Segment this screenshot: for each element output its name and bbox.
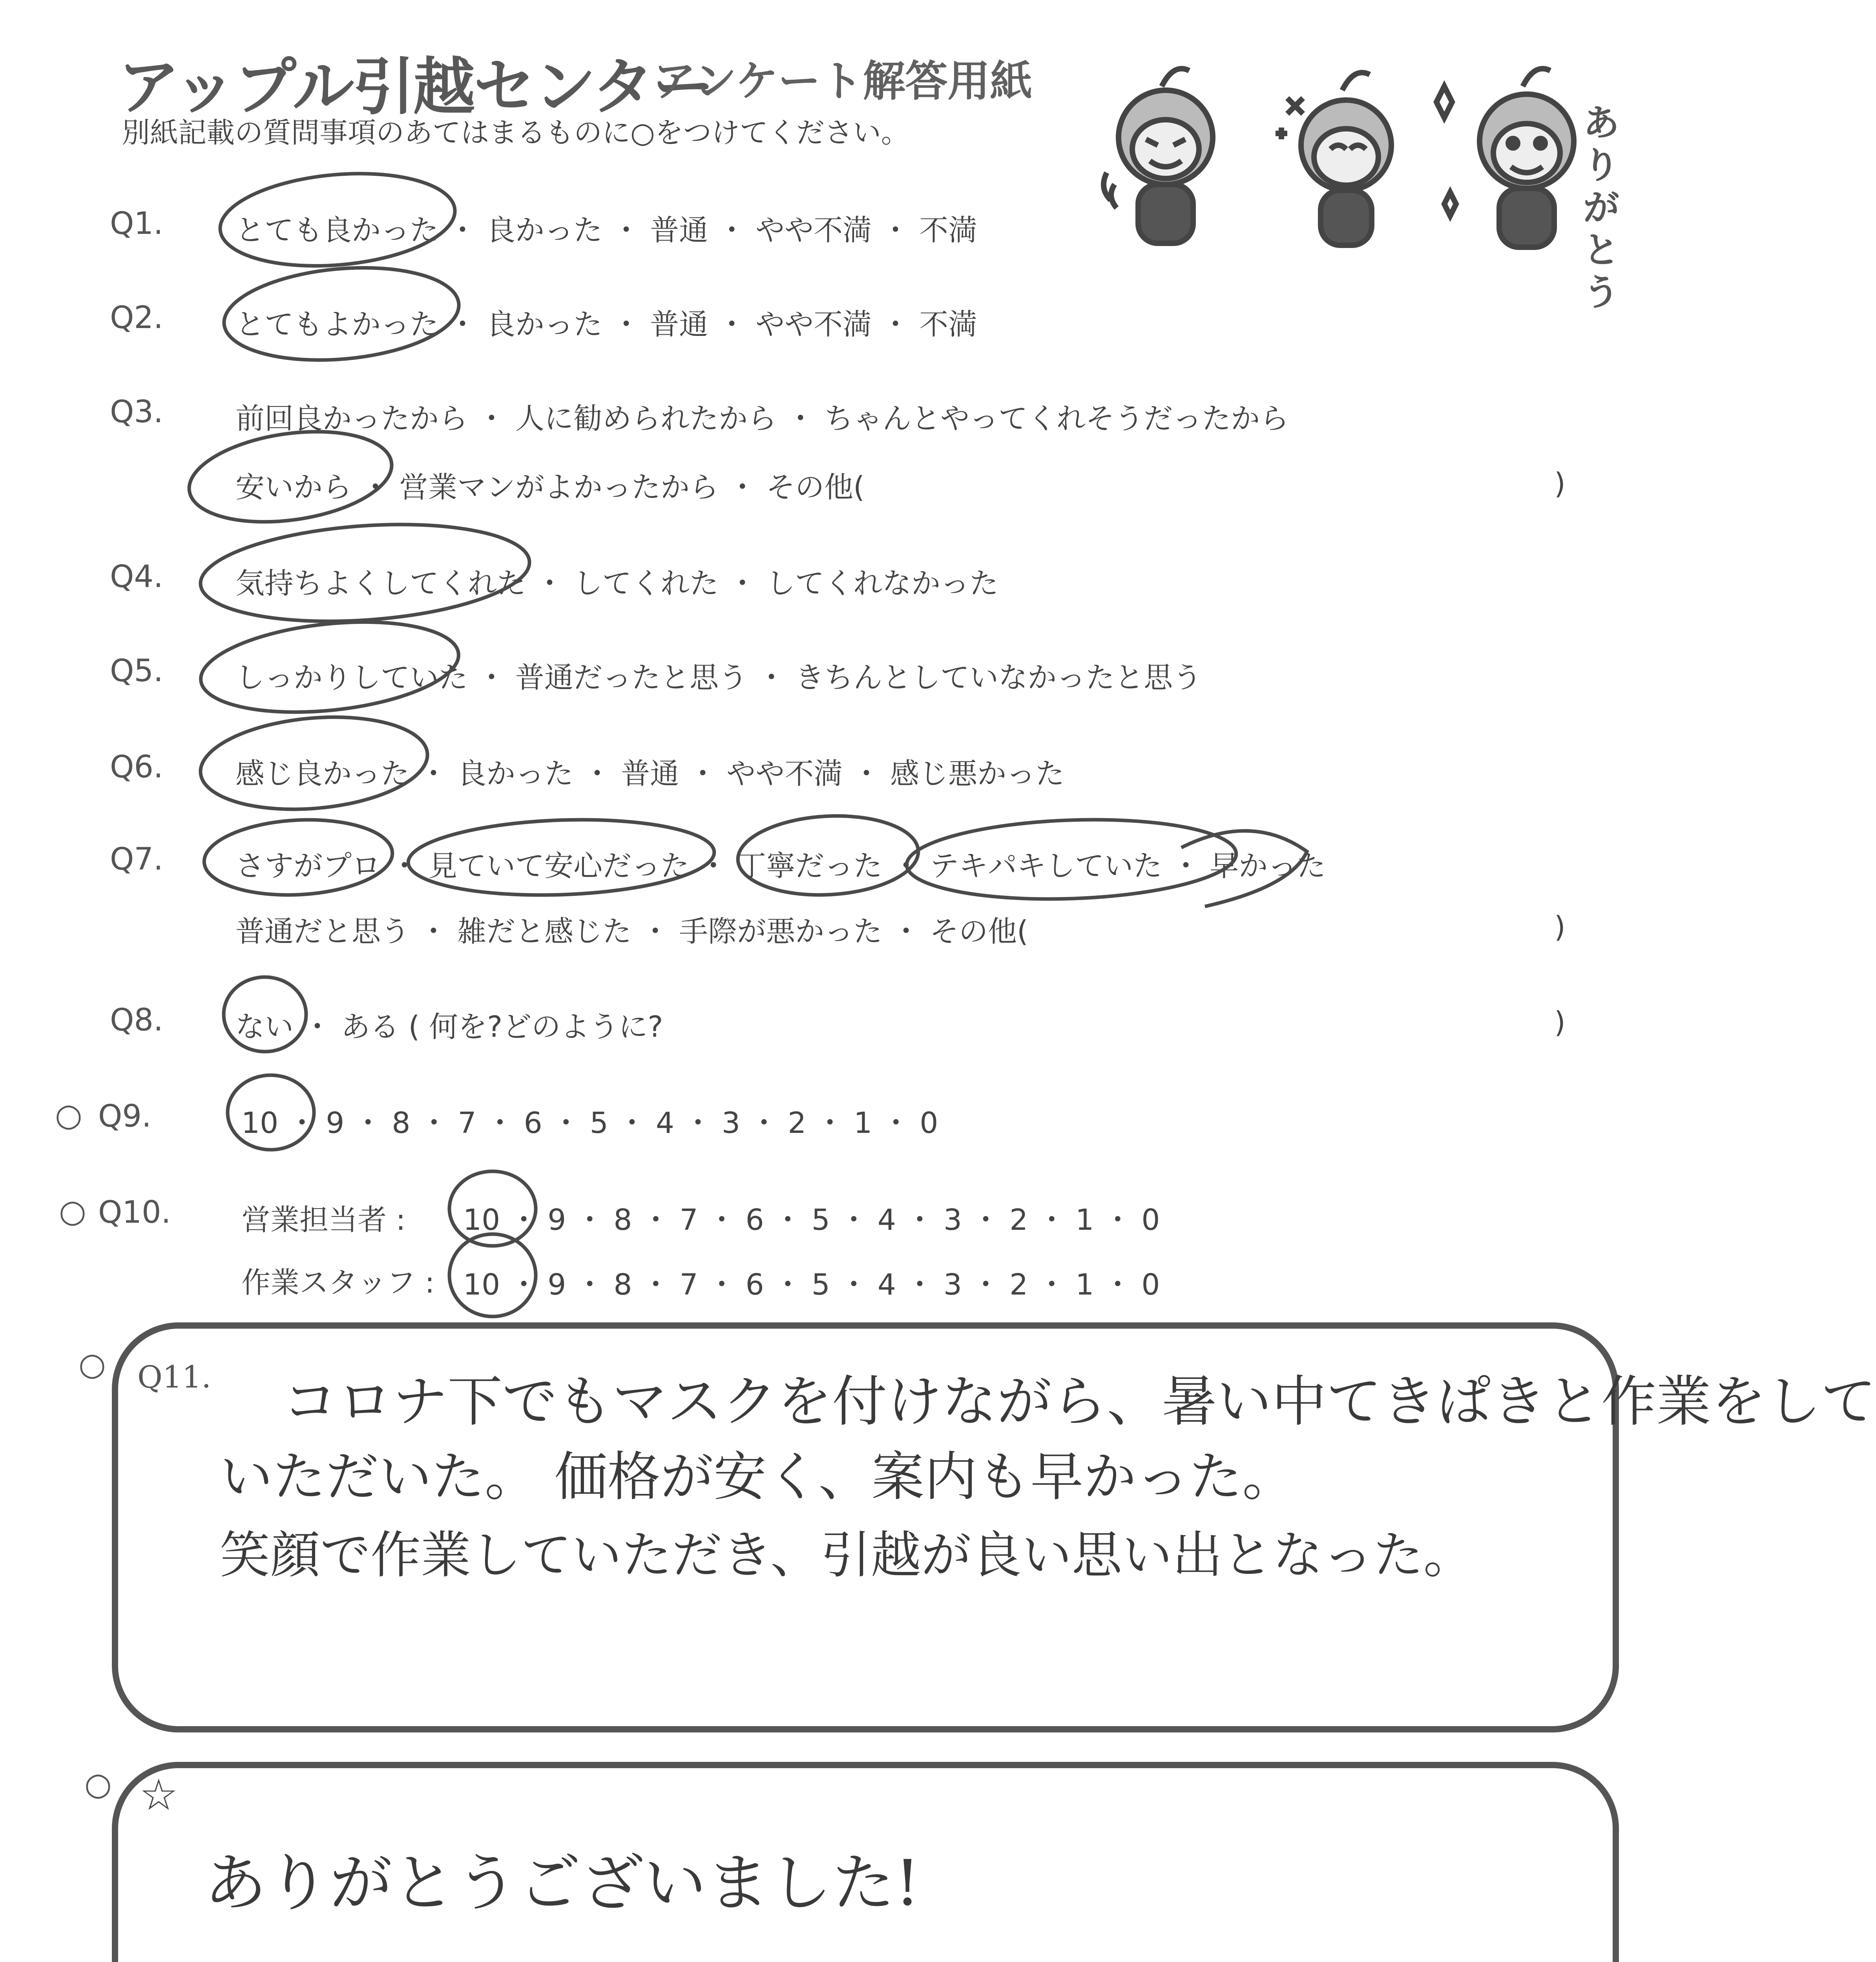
q3-number: Q3.	[110, 394, 163, 430]
q7-options-line1[interactable]: さすがプロ ・ 見ていて安心だった ・ 丁寧だった ・ テキパキしていた ・ 早かった	[235, 849, 1326, 883]
q11-number: Q11.	[137, 1360, 211, 1395]
q9-scale[interactable]: 10 ・ 9 ・ 8 ・ 7 ・ 6 ・ 5 ・ 4 ・ 3 ・ 2 ・ 1 ・ 0	[241, 1106, 938, 1140]
q11-answer-line1: コロナ下でもマスクを付けながら、暑い中てきぱきと作業をして	[283, 1370, 1876, 1434]
q2-options[interactable]: とてもよかった ・ 良かった ・ 普通 ・ やや不満 ・ 不満	[235, 308, 978, 341]
q7-options-line2[interactable]: 普通だと思う ・ 雑だと感じた ・ 手際が悪かった ・ その他(	[235, 915, 1029, 948]
q6-options[interactable]: 感じ良かった ・ 良かった ・ 普通 ・ やや不満 ・ 感じ悪かった	[235, 757, 1065, 791]
q7-number: Q7.	[110, 842, 163, 877]
q10-sales-label: 営業担当者 :	[241, 1203, 406, 1237]
q8-number: Q8.	[110, 1003, 163, 1038]
form-subtitle: アンケート解答用紙	[653, 57, 1033, 106]
comment-text: ありがとうございました!	[204, 1846, 920, 1920]
q3-options-line1[interactable]: 前回良かったから ・ 人に勧められたから ・ ちゃんとやってくれそうだったから	[235, 402, 1289, 436]
form-title: アップル引越センター	[118, 51, 713, 123]
q5-number: Q5.	[110, 653, 163, 689]
q1-options[interactable]: とても良かった ・ 良かった ・ 普通 ・ やや不満 ・ 不満	[235, 213, 978, 247]
mascot-caption: ありがとう	[1583, 102, 1619, 314]
q5-options[interactable]: しっかりしていた ・ 普通だったと思う ・ きちんとしていなかったと思う	[235, 661, 1202, 695]
q9-number: Q9.	[98, 1099, 151, 1134]
q3-options-line2[interactable]: 安いから ・ 営業マンがよかったから ・ その他(	[235, 470, 865, 504]
star-check-mark: ○	[84, 1766, 112, 1802]
q10-number: Q10.	[98, 1195, 171, 1230]
q10-sales-scale[interactable]: 10 ・ 9 ・ 8 ・ 7 ・ 6 ・ 5 ・ 4 ・ 3 ・ 2 ・ 1 ・ 0	[463, 1203, 1160, 1237]
form-instruction: 別紙記載の質問事項のあてはまるものに○をつけてください。	[122, 116, 909, 149]
q11-check-mark: ○	[78, 1346, 106, 1382]
q2-number: Q2.	[110, 300, 163, 336]
q9-check-mark: ○	[55, 1097, 82, 1133]
q8-options[interactable]: ない ・ ある ( 何を?どのように?	[235, 1010, 663, 1044]
q3-close-paren: )	[1554, 467, 1566, 501]
q8-close-paren: )	[1554, 1006, 1566, 1039]
star-icon: ☆	[139, 1770, 178, 1820]
q10-staff-scale[interactable]: 10 ・ 9 ・ 8 ・ 7 ・ 6 ・ 5 ・ 4 ・ 3 ・ 2 ・ 1 ・ 0	[463, 1268, 1160, 1302]
q10-staff-label: 作業スタッフ :	[241, 1266, 435, 1300]
q6-number: Q6.	[110, 749, 163, 785]
q1-number: Q1.	[110, 206, 163, 241]
q4-options[interactable]: 気持ちよくしてくれた ・ してくれた ・ してくれなかった	[235, 567, 999, 600]
q7-close-paren: )	[1554, 910, 1566, 944]
q4-number: Q4.	[110, 559, 163, 594]
q10-check-mark: ○	[59, 1193, 86, 1229]
q11-answer-line3: 笑顔で作業していただき、引越が良い思い出となった。	[220, 1526, 1474, 1585]
q11-answer-line2: いただいた。 価格が安く、案内も早かった。	[220, 1446, 1296, 1508]
